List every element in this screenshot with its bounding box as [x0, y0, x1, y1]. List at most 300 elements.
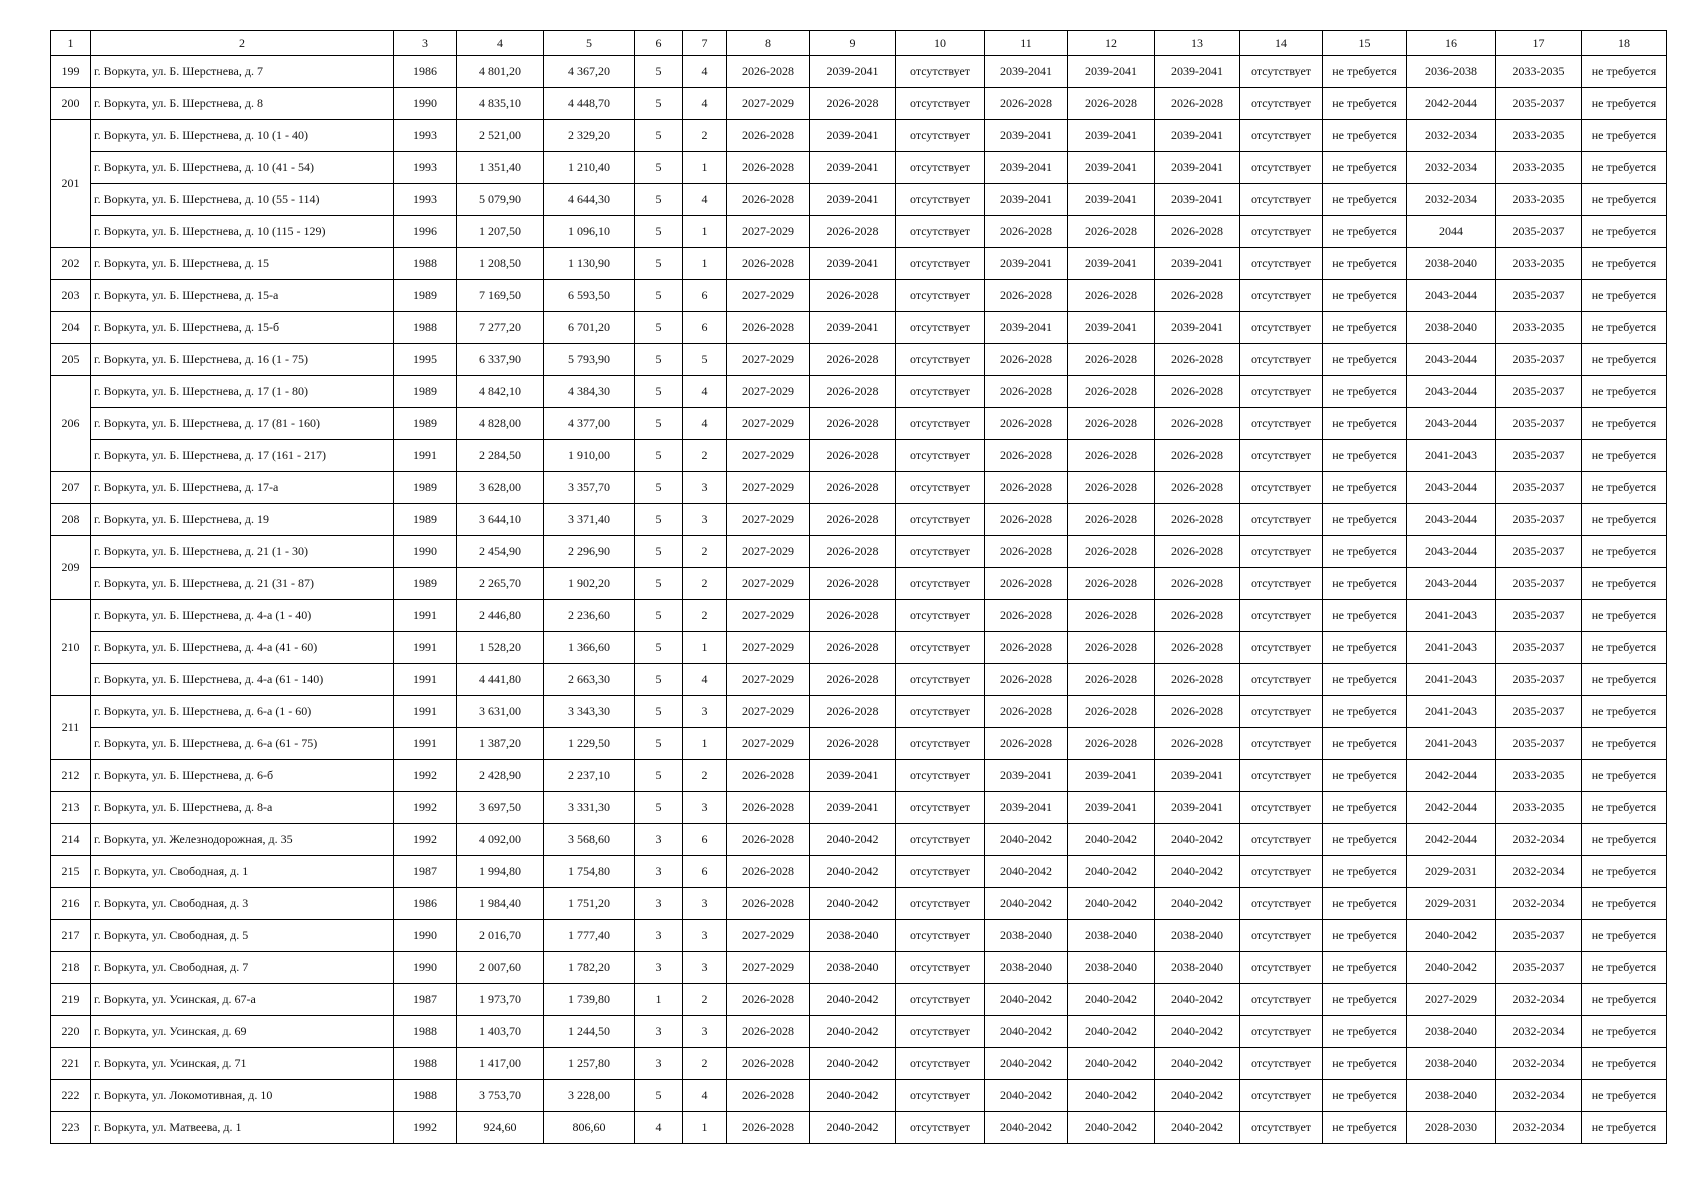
cell-col-7: 1: [683, 632, 727, 664]
cell-col-5: 1 096,10: [544, 216, 635, 248]
cell-col-18: не требуется: [1582, 56, 1667, 88]
cell-col-17: 2035-2037: [1496, 696, 1582, 728]
table-row: [51, 664, 1667, 696]
cell-col-15: не требуется: [1323, 856, 1407, 888]
cell-col-8: 2026-2028: [727, 1048, 810, 1080]
column-number-2: 2: [91, 31, 394, 56]
cell-col-14: отсутствует: [1240, 56, 1323, 88]
cell-col-3: 1992: [394, 1112, 457, 1144]
cell-col-5: 1 130,90: [544, 248, 635, 280]
cell-col-16: 2038-2040: [1407, 312, 1496, 344]
cell-col-9: 2039-2041: [810, 792, 896, 824]
table-row: [51, 536, 1667, 568]
cell-col-4: 5 079,90: [457, 184, 544, 216]
cell-col-14: отсутствует: [1240, 568, 1323, 600]
cell-col-6: 3: [635, 1016, 683, 1048]
cell-col-18: не требуется: [1582, 504, 1667, 536]
cell-col-6: 5: [635, 376, 683, 408]
cell-col-15: не требуется: [1323, 952, 1407, 984]
cell-col-7: 4: [683, 664, 727, 696]
cell-col-5: 4 644,30: [544, 184, 635, 216]
cell-col-7: 6: [683, 280, 727, 312]
cell-col-13: 2026-2028: [1155, 280, 1240, 312]
cell-col-17: 2032-2034: [1496, 856, 1582, 888]
cell-col-11: 2040-2042: [985, 856, 1068, 888]
cell-col-17: 2032-2034: [1496, 984, 1582, 1016]
cell-col-17: 2032-2034: [1496, 824, 1582, 856]
cell-col-12: 2039-2041: [1068, 184, 1155, 216]
cell-col-5: 1 751,20: [544, 888, 635, 920]
row-number: 220: [51, 1016, 91, 1048]
cell-col-3: 1989: [394, 376, 457, 408]
cell-col-14: отсутствует: [1240, 536, 1323, 568]
cell-col-17: 2035-2037: [1496, 568, 1582, 600]
cell-col-17: 2035-2037: [1496, 216, 1582, 248]
cell-col-12: 2026-2028: [1068, 568, 1155, 600]
address-cell: г. Воркута, ул. Матвеева, д. 1: [91, 1112, 394, 1144]
cell-col-3: 1991: [394, 600, 457, 632]
cell-col-7: 2: [683, 568, 727, 600]
address-cell: г. Воркута, ул. Свободная, д. 3: [91, 888, 394, 920]
cell-col-12: 2039-2041: [1068, 152, 1155, 184]
cell-col-15: не требуется: [1323, 792, 1407, 824]
cell-col-6: 5: [635, 664, 683, 696]
cell-col-17: 2035-2037: [1496, 472, 1582, 504]
cell-col-11: 2026-2028: [985, 472, 1068, 504]
cell-col-18: не требуется: [1582, 600, 1667, 632]
cell-col-13: 2040-2042: [1155, 984, 1240, 1016]
cell-col-12: 2039-2041: [1068, 792, 1155, 824]
cell-col-17: 2032-2034: [1496, 1080, 1582, 1112]
cell-col-6: 5: [635, 600, 683, 632]
cell-col-7: 4: [683, 408, 727, 440]
cell-col-7: 3: [683, 696, 727, 728]
cell-col-14: отсутствует: [1240, 1112, 1323, 1144]
cell-col-12: 2039-2041: [1068, 248, 1155, 280]
cell-col-6: 5: [635, 56, 683, 88]
cell-col-6: 3: [635, 920, 683, 952]
cell-col-3: 1996: [394, 216, 457, 248]
column-number-18: 18: [1582, 31, 1667, 56]
cell-col-7: 1: [683, 248, 727, 280]
cell-col-15: не требуется: [1323, 440, 1407, 472]
cell-col-8: 2027-2029: [727, 376, 810, 408]
cell-col-7: 2: [683, 120, 727, 152]
cell-col-9: 2026-2028: [810, 88, 896, 120]
cell-col-15: не требуется: [1323, 696, 1407, 728]
cell-col-17: 2033-2035: [1496, 248, 1582, 280]
cell-col-14: отсутствует: [1240, 824, 1323, 856]
address-cell: г. Воркута, ул. Б. Шерстнева, д. 6-а (1 - 60): [91, 696, 394, 728]
cell-col-7: 1: [683, 216, 727, 248]
cell-col-14: отсутствует: [1240, 1016, 1323, 1048]
row-number: 221: [51, 1048, 91, 1080]
cell-col-9: 2039-2041: [810, 152, 896, 184]
cell-col-18: не требуется: [1582, 1016, 1667, 1048]
cell-col-8: 2026-2028: [727, 1080, 810, 1112]
cell-col-11: 2026-2028: [985, 632, 1068, 664]
cell-col-6: 5: [635, 152, 683, 184]
cell-col-18: не требуется: [1582, 1048, 1667, 1080]
cell-col-13: 2026-2028: [1155, 440, 1240, 472]
cell-col-11: 2026-2028: [985, 440, 1068, 472]
cell-col-8: 2027-2029: [727, 408, 810, 440]
cell-col-3: 1991: [394, 664, 457, 696]
cell-col-18: не требуется: [1582, 472, 1667, 504]
address-cell: г. Воркута, ул. Б. Шерстнева, д. 7: [91, 56, 394, 88]
cell-col-5: 3 343,30: [544, 696, 635, 728]
cell-col-10: отсутствует: [896, 760, 985, 792]
cell-col-10: отсутствует: [896, 984, 985, 1016]
cell-col-13: 2026-2028: [1155, 664, 1240, 696]
cell-col-15: не требуется: [1323, 312, 1407, 344]
cell-col-8: 2026-2028: [727, 152, 810, 184]
cell-col-15: не требуется: [1323, 984, 1407, 1016]
cell-col-10: отсутствует: [896, 664, 985, 696]
cell-col-14: отсутствует: [1240, 856, 1323, 888]
cell-col-5: 4 448,70: [544, 88, 635, 120]
cell-col-8: 2026-2028: [727, 888, 810, 920]
cell-col-12: 2026-2028: [1068, 728, 1155, 760]
cell-col-12: 2038-2040: [1068, 920, 1155, 952]
cell-col-13: 2040-2042: [1155, 1080, 1240, 1112]
cell-col-18: не требуется: [1582, 248, 1667, 280]
cell-col-13: 2026-2028: [1155, 88, 1240, 120]
cell-col-13: 2039-2041: [1155, 312, 1240, 344]
cell-col-16: 2041-2043: [1407, 632, 1496, 664]
cell-col-4: 3 631,00: [457, 696, 544, 728]
cell-col-4: 2 265,70: [457, 568, 544, 600]
cell-col-9: 2040-2042: [810, 824, 896, 856]
cell-col-12: 2039-2041: [1068, 120, 1155, 152]
cell-col-12: 2026-2028: [1068, 440, 1155, 472]
cell-col-11: 2026-2028: [985, 216, 1068, 248]
cell-col-14: отсутствует: [1240, 280, 1323, 312]
cell-col-17: 2032-2034: [1496, 1048, 1582, 1080]
cell-col-14: отсутствует: [1240, 472, 1323, 504]
cell-col-9: 2026-2028: [810, 536, 896, 568]
cell-col-13: 2039-2041: [1155, 56, 1240, 88]
cell-col-16: 2042-2044: [1407, 792, 1496, 824]
cell-col-3: 1986: [394, 888, 457, 920]
cell-col-10: отсутствует: [896, 952, 985, 984]
cell-col-17: 2035-2037: [1496, 632, 1582, 664]
cell-col-16: 2043-2044: [1407, 472, 1496, 504]
row-number: 208: [51, 504, 91, 536]
cell-col-3: 1991: [394, 728, 457, 760]
cell-col-18: не требуется: [1582, 440, 1667, 472]
cell-col-9: 2038-2040: [810, 952, 896, 984]
cell-col-15: не требуется: [1323, 728, 1407, 760]
cell-col-4: 3 628,00: [457, 472, 544, 504]
cell-col-18: не требуется: [1582, 280, 1667, 312]
cell-col-4: 2 521,00: [457, 120, 544, 152]
cell-col-17: 2035-2037: [1496, 600, 1582, 632]
address-cell: г. Воркута, ул. Б. Шерстнева, д. 17-а: [91, 472, 394, 504]
table-row: [51, 856, 1667, 888]
cell-col-17: 2035-2037: [1496, 952, 1582, 984]
table-row: [51, 472, 1667, 504]
cell-col-5: 5 793,90: [544, 344, 635, 376]
cell-col-17: 2033-2035: [1496, 56, 1582, 88]
cell-col-8: 2027-2029: [727, 728, 810, 760]
cell-col-16: 2040-2042: [1407, 952, 1496, 984]
cell-col-10: отсутствует: [896, 920, 985, 952]
cell-col-6: 5: [635, 248, 683, 280]
cell-col-7: 6: [683, 312, 727, 344]
cell-col-18: не требуется: [1582, 728, 1667, 760]
row-number: 223: [51, 1112, 91, 1144]
address-cell: г. Воркута, ул. Б. Шерстнева, д. 19: [91, 504, 394, 536]
cell-col-10: отсутствует: [896, 1080, 985, 1112]
cell-col-7: 3: [683, 472, 727, 504]
cell-col-9: 2040-2042: [810, 984, 896, 1016]
cell-col-15: не требуется: [1323, 280, 1407, 312]
cell-col-5: 3 228,00: [544, 1080, 635, 1112]
row-number: 219: [51, 984, 91, 1016]
cell-col-10: отсутствует: [896, 888, 985, 920]
cell-col-5: 806,60: [544, 1112, 635, 1144]
cell-col-6: 3: [635, 888, 683, 920]
cell-col-15: не требуется: [1323, 1016, 1407, 1048]
cell-col-17: 2032-2034: [1496, 1112, 1582, 1144]
cell-col-11: 2026-2028: [985, 280, 1068, 312]
cell-col-7: 6: [683, 856, 727, 888]
cell-col-6: 5: [635, 696, 683, 728]
cell-col-18: не требуется: [1582, 920, 1667, 952]
cell-col-3: 1987: [394, 856, 457, 888]
row-number: 212: [51, 760, 91, 792]
cell-col-11: 2026-2028: [985, 504, 1068, 536]
cell-col-15: не требуется: [1323, 248, 1407, 280]
cell-col-8: 2027-2029: [727, 536, 810, 568]
table-row: [51, 696, 1667, 728]
cell-col-11: 2026-2028: [985, 600, 1068, 632]
cell-col-9: 2039-2041: [810, 120, 896, 152]
row-number: 199: [51, 56, 91, 88]
cell-col-13: 2039-2041: [1155, 248, 1240, 280]
cell-col-15: не требуется: [1323, 376, 1407, 408]
cell-col-5: 1 739,80: [544, 984, 635, 1016]
cell-col-14: отсутствует: [1240, 1080, 1323, 1112]
table-row: [51, 952, 1667, 984]
cell-col-8: 2026-2028: [727, 760, 810, 792]
cell-col-18: не требуется: [1582, 408, 1667, 440]
column-number-7: 7: [683, 31, 727, 56]
row-number: 222: [51, 1080, 91, 1112]
cell-col-3: 1991: [394, 440, 457, 472]
cell-col-16: 2032-2034: [1407, 184, 1496, 216]
cell-col-18: не требуется: [1582, 792, 1667, 824]
cell-col-4: 1 417,00: [457, 1048, 544, 1080]
cell-col-7: 2: [683, 600, 727, 632]
cell-col-16: 2029-2031: [1407, 856, 1496, 888]
cell-col-9: 2039-2041: [810, 184, 896, 216]
column-number-14: 14: [1240, 31, 1323, 56]
cell-col-5: 4 367,20: [544, 56, 635, 88]
cell-col-6: 5: [635, 760, 683, 792]
cell-col-16: 2041-2043: [1407, 664, 1496, 696]
cell-col-9: 2038-2040: [810, 920, 896, 952]
cell-col-10: отсутствует: [896, 120, 985, 152]
address-cell: г. Воркута, ул. Б. Шерстнева, д. 15-б: [91, 312, 394, 344]
cell-col-6: 5: [635, 280, 683, 312]
cell-col-10: отсутствует: [896, 536, 985, 568]
address-cell: г. Воркута, ул. Б. Шерстнева, д. 10 (55 - 114): [91, 184, 394, 216]
table-row: [51, 440, 1667, 472]
cell-col-12: 2040-2042: [1068, 888, 1155, 920]
table-row: [51, 1016, 1667, 1048]
cell-col-12: 2040-2042: [1068, 1112, 1155, 1144]
cell-col-16: 2038-2040: [1407, 1016, 1496, 1048]
cell-col-17: 2035-2037: [1496, 664, 1582, 696]
cell-col-10: отсутствует: [896, 1112, 985, 1144]
cell-col-13: 2040-2042: [1155, 1016, 1240, 1048]
cell-col-11: 2039-2041: [985, 312, 1068, 344]
table-row: [51, 568, 1667, 600]
cell-col-8: 2027-2029: [727, 568, 810, 600]
cell-col-8: 2026-2028: [727, 248, 810, 280]
cell-col-15: не требуется: [1323, 504, 1407, 536]
cell-col-4: 4 801,20: [457, 56, 544, 88]
cell-col-5: 3 371,40: [544, 504, 635, 536]
cell-col-10: отсутствует: [896, 184, 985, 216]
cell-col-11: 2026-2028: [985, 536, 1068, 568]
cell-col-15: не требуется: [1323, 632, 1407, 664]
cell-col-16: 2029-2031: [1407, 888, 1496, 920]
cell-col-13: 2040-2042: [1155, 1048, 1240, 1080]
address-cell: г. Воркута, ул. Б. Шерстнева, д. 6-б: [91, 760, 394, 792]
row-number: 217: [51, 920, 91, 952]
cell-col-3: 1989: [394, 280, 457, 312]
cell-col-11: 2038-2040: [985, 920, 1068, 952]
cell-col-3: 1990: [394, 952, 457, 984]
cell-col-10: отсутствует: [896, 312, 985, 344]
cell-col-9: 2026-2028: [810, 472, 896, 504]
cell-col-8: 2027-2029: [727, 696, 810, 728]
cell-col-16: 2038-2040: [1407, 1080, 1496, 1112]
row-number: 218: [51, 952, 91, 984]
cell-col-8: 2026-2028: [727, 1016, 810, 1048]
cell-col-8: 2027-2029: [727, 664, 810, 696]
cell-col-4: 1 528,20: [457, 632, 544, 664]
cell-col-7: 4: [683, 88, 727, 120]
cell-col-4: 3 697,50: [457, 792, 544, 824]
cell-col-13: 2039-2041: [1155, 760, 1240, 792]
cell-col-10: отсутствует: [896, 56, 985, 88]
cell-col-6: 5: [635, 216, 683, 248]
cell-col-11: 2040-2042: [985, 824, 1068, 856]
table-body: [51, 31, 1667, 1144]
cell-col-5: 3 357,70: [544, 472, 635, 504]
cell-col-12: 2040-2042: [1068, 824, 1155, 856]
cell-col-15: не требуется: [1323, 88, 1407, 120]
column-number-3: 3: [394, 31, 457, 56]
column-number-5: 5: [544, 31, 635, 56]
cell-col-16: 2041-2043: [1407, 696, 1496, 728]
column-number-6: 6: [635, 31, 683, 56]
cell-col-5: 1 902,20: [544, 568, 635, 600]
cell-col-17: 2033-2035: [1496, 152, 1582, 184]
cell-col-17: 2035-2037: [1496, 376, 1582, 408]
table-row: [51, 760, 1667, 792]
cell-col-6: 5: [635, 792, 683, 824]
address-cell: г. Воркута, ул. Б. Шерстнева, д. 10 (1 - 40): [91, 120, 394, 152]
cell-col-9: 2026-2028: [810, 600, 896, 632]
cell-col-5: 6 701,20: [544, 312, 635, 344]
column-number-4: 4: [457, 31, 544, 56]
cell-col-10: отсутствует: [896, 440, 985, 472]
cell-col-15: не требуется: [1323, 152, 1407, 184]
cell-col-3: 1988: [394, 1080, 457, 1112]
cell-col-6: 5: [635, 312, 683, 344]
cell-col-17: 2035-2037: [1496, 344, 1582, 376]
cell-col-10: отсутствует: [896, 344, 985, 376]
cell-col-9: 2026-2028: [810, 280, 896, 312]
address-cell: г. Воркута, ул. Б. Шерстнева, д. 17 (161 - 217): [91, 440, 394, 472]
row-number: 207: [51, 472, 91, 504]
cell-col-8: 2027-2029: [727, 280, 810, 312]
cell-col-15: не требуется: [1323, 216, 1407, 248]
cell-col-4: 4 092,00: [457, 824, 544, 856]
cell-col-7: 3: [683, 1016, 727, 1048]
cell-col-15: не требуется: [1323, 888, 1407, 920]
table-row: [51, 312, 1667, 344]
table-row: [51, 408, 1667, 440]
cell-col-15: не требуется: [1323, 472, 1407, 504]
cell-col-18: не требуется: [1582, 888, 1667, 920]
cell-col-3: 1988: [394, 312, 457, 344]
cell-col-12: 2026-2028: [1068, 632, 1155, 664]
cell-col-11: 2026-2028: [985, 696, 1068, 728]
cell-col-15: не требуется: [1323, 120, 1407, 152]
column-number-10: 10: [896, 31, 985, 56]
table-row: [51, 344, 1667, 376]
cell-col-14: отсутствует: [1240, 120, 1323, 152]
cell-col-9: 2039-2041: [810, 56, 896, 88]
cell-col-7: 1: [683, 1112, 727, 1144]
cell-col-11: 2039-2041: [985, 760, 1068, 792]
cell-col-10: отсутствует: [896, 728, 985, 760]
cell-col-16: 2036-2038: [1407, 56, 1496, 88]
cell-col-7: 2: [683, 536, 727, 568]
cell-col-3: 1992: [394, 824, 457, 856]
cell-col-16: 2041-2043: [1407, 728, 1496, 760]
cell-col-5: 6 593,50: [544, 280, 635, 312]
cell-col-4: 4 842,10: [457, 376, 544, 408]
cell-col-14: отсутствует: [1240, 504, 1323, 536]
cell-col-5: 2 236,60: [544, 600, 635, 632]
cell-col-18: не требуется: [1582, 152, 1667, 184]
table-row: [51, 792, 1667, 824]
address-cell: г. Воркута, ул. Усинская, д. 71: [91, 1048, 394, 1080]
cell-col-4: 1 973,70: [457, 984, 544, 1016]
cell-col-9: 2026-2028: [810, 632, 896, 664]
table-row: [51, 216, 1667, 248]
cell-col-16: 2043-2044: [1407, 504, 1496, 536]
cell-col-12: 2026-2028: [1068, 664, 1155, 696]
cell-col-8: 2027-2029: [727, 216, 810, 248]
cell-col-6: 4: [635, 1112, 683, 1144]
cell-col-3: 1993: [394, 184, 457, 216]
address-cell: г. Воркута, ул. Б. Шерстнева, д. 6-а (61 - 75): [91, 728, 394, 760]
table-row: [51, 600, 1667, 632]
cell-col-13: 2026-2028: [1155, 504, 1240, 536]
cell-col-9: 2026-2028: [810, 696, 896, 728]
cell-col-10: отсутствует: [896, 88, 985, 120]
cell-col-4: 2 284,50: [457, 440, 544, 472]
cell-col-18: не требуется: [1582, 1080, 1667, 1112]
